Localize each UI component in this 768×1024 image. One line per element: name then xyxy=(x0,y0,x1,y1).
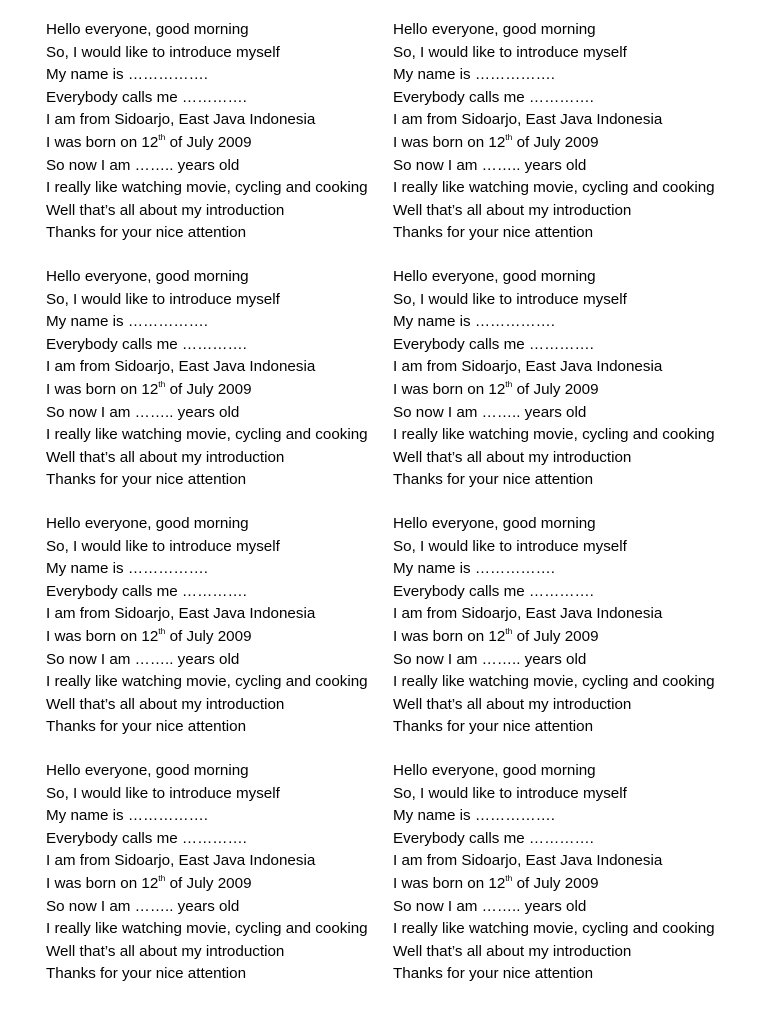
name-line: My name is ……………. xyxy=(46,560,209,578)
birth-line xyxy=(393,626,738,649)
intro-line: So, I would like to introduce myself xyxy=(393,784,627,802)
origin-line: I am from Sidoarjo, East Java Indonesia xyxy=(393,852,663,870)
nickname-line: Everybody calls me …………. xyxy=(46,582,247,600)
closing-line: Well that’s all about my introduction xyxy=(46,942,285,960)
origin-line: I am from Sidoarjo, East Java Indonesia xyxy=(46,852,316,870)
hobbies-line: I really like watching movie, cycling and cooking xyxy=(393,920,715,938)
age-line: So now I am …….. years old xyxy=(393,650,587,668)
birth-ordinal-suffix: th xyxy=(505,625,513,636)
birth-suffix: of July 2009 xyxy=(165,380,252,398)
birth-prefix: I was born on 12 xyxy=(393,133,506,151)
greeting-line: Hello everyone, good morning xyxy=(46,762,249,779)
thanks-line: Thanks for your nice attention xyxy=(393,718,594,736)
closing-line: Well that’s all about my introduction xyxy=(393,695,632,713)
birth-ordinal-suffix: th xyxy=(158,625,166,636)
greeting-line: Hello everyone, good morning xyxy=(46,21,249,38)
thanks-line: Thanks for your nice attention xyxy=(393,224,594,242)
birth-line xyxy=(393,873,738,896)
birth-ordinal-suffix: th xyxy=(158,378,166,389)
closing-line: Well that’s all about my introduction xyxy=(393,942,632,960)
intro-block xyxy=(46,266,391,492)
intro-line: So, I would like to introduce myself xyxy=(46,290,280,308)
birth-suffix: of July 2009 xyxy=(165,133,252,151)
age-line: So now I am …….. years old xyxy=(393,156,587,174)
intro-line: So, I would like to introduce myself xyxy=(393,290,627,308)
nickname-line: Everybody calls me …………. xyxy=(393,335,594,353)
age-line: So now I am …….. years old xyxy=(46,156,240,174)
closing-line: Well that’s all about my introduction xyxy=(393,201,632,219)
age-line: So now I am …….. years old xyxy=(46,897,240,915)
name-line: My name is ……………. xyxy=(393,313,556,331)
hobbies-line: I really like watching movie, cycling and cooking xyxy=(393,426,715,444)
hobbies-line: I really like watching movie, cycling and cooking xyxy=(46,920,368,938)
greeting-line: Hello everyone, good morning xyxy=(393,762,596,779)
thanks-line: Thanks for your nice attention xyxy=(393,965,594,983)
intro-block xyxy=(46,513,391,739)
birth-prefix: I was born on 12 xyxy=(393,874,506,892)
closing-line: Well that’s all about my introduction xyxy=(46,201,285,219)
birth-line xyxy=(393,132,738,155)
age-line: So now I am …….. years old xyxy=(393,897,587,915)
age-line: So now I am …….. years old xyxy=(46,650,240,668)
closing-line: Well that’s all about my introduction xyxy=(46,448,285,466)
nickname-line: Everybody calls me …………. xyxy=(46,335,247,353)
intro-block xyxy=(393,266,738,492)
thanks-line: Thanks for your nice attention xyxy=(46,471,247,489)
origin-line: I am from Sidoarjo, East Java Indonesia xyxy=(393,111,663,129)
name-line: My name is ……………. xyxy=(393,807,556,825)
birth-line xyxy=(46,626,391,649)
greeting-line: Hello everyone, good morning xyxy=(46,268,249,285)
thanks-line: Thanks for your nice attention xyxy=(46,224,247,242)
hobbies-line: I really like watching movie, cycling and cooking xyxy=(46,426,368,444)
greeting-line: Hello everyone, good morning xyxy=(393,268,596,285)
thanks-line: Thanks for your nice attention xyxy=(393,471,594,489)
greeting-line: Hello everyone, good morning xyxy=(46,515,249,532)
hobbies-line: I really like watching movie, cycling and cooking xyxy=(393,673,715,691)
intro-block xyxy=(46,19,391,245)
intro-line: So, I would like to introduce myself xyxy=(46,784,280,802)
birth-suffix: of July 2009 xyxy=(512,627,599,645)
intro-block xyxy=(46,760,391,986)
intro-block xyxy=(393,760,738,986)
age-line: So now I am …….. years old xyxy=(393,403,587,421)
nickname-line: Everybody calls me …………. xyxy=(46,88,247,106)
birth-suffix: of July 2009 xyxy=(512,380,599,398)
closing-line: Well that’s all about my introduction xyxy=(46,695,285,713)
origin-line: I am from Sidoarjo, East Java Indonesia xyxy=(393,605,663,623)
nickname-line: Everybody calls me …………. xyxy=(393,829,594,847)
birth-suffix: of July 2009 xyxy=(512,133,599,151)
birth-suffix: of July 2009 xyxy=(512,874,599,892)
intro-line: So, I would like to introduce myself xyxy=(393,537,627,555)
age-line: So now I am …….. years old xyxy=(46,403,240,421)
birth-prefix: I was born on 12 xyxy=(393,627,506,645)
birth-ordinal-suffix: th xyxy=(505,378,513,389)
birth-suffix: of July 2009 xyxy=(165,627,252,645)
closing-line: Well that’s all about my introduction xyxy=(393,448,632,466)
birth-line xyxy=(393,379,738,402)
thanks-line: Thanks for your nice attention xyxy=(46,718,247,736)
name-line: My name is ……………. xyxy=(393,66,556,84)
birth-prefix: I was born on 12 xyxy=(393,380,506,398)
greeting-line: Hello everyone, good morning xyxy=(393,515,596,532)
origin-line: I am from Sidoarjo, East Java Indonesia xyxy=(46,358,316,376)
origin-line: I am from Sidoarjo, East Java Indonesia xyxy=(46,605,316,623)
nickname-line: Everybody calls me …………. xyxy=(393,88,594,106)
intro-line: So, I would like to introduce myself xyxy=(393,43,627,61)
origin-line: I am from Sidoarjo, East Java Indonesia xyxy=(393,358,663,376)
name-line: My name is ……………. xyxy=(46,313,209,331)
nickname-line: Everybody calls me …………. xyxy=(393,582,594,600)
origin-line: I am from Sidoarjo, East Java Indonesia xyxy=(46,111,316,129)
birth-ordinal-suffix: th xyxy=(158,872,166,883)
hobbies-line: I really like watching movie, cycling and cooking xyxy=(393,179,715,197)
birth-suffix: of July 2009 xyxy=(165,874,252,892)
intro-block xyxy=(393,19,738,245)
birth-line xyxy=(46,873,391,896)
birth-prefix: I was born on 12 xyxy=(46,627,159,645)
greeting-line: Hello everyone, good morning xyxy=(393,21,596,38)
name-line: My name is ……………. xyxy=(46,66,209,84)
hobbies-line: I really like watching movie, cycling and cooking xyxy=(46,673,368,691)
birth-prefix: I was born on 12 xyxy=(46,133,159,151)
birth-ordinal-suffix: th xyxy=(505,131,513,142)
birth-ordinal-suffix: th xyxy=(505,872,513,883)
name-line: My name is ……………. xyxy=(46,807,209,825)
birth-line xyxy=(46,379,391,402)
thanks-line: Thanks for your nice attention xyxy=(46,965,247,983)
birth-prefix: I was born on 12 xyxy=(46,380,159,398)
intro-line: So, I would like to introduce myself xyxy=(46,537,280,555)
hobbies-line: I really like watching movie, cycling and cooking xyxy=(46,179,368,197)
birth-ordinal-suffix: th xyxy=(158,131,166,142)
name-line: My name is ……………. xyxy=(393,560,556,578)
birth-prefix: I was born on 12 xyxy=(46,874,159,892)
nickname-line: Everybody calls me …………. xyxy=(46,829,247,847)
intro-line: So, I would like to introduce myself xyxy=(46,43,280,61)
intro-block xyxy=(393,513,738,739)
birth-line xyxy=(46,132,391,155)
